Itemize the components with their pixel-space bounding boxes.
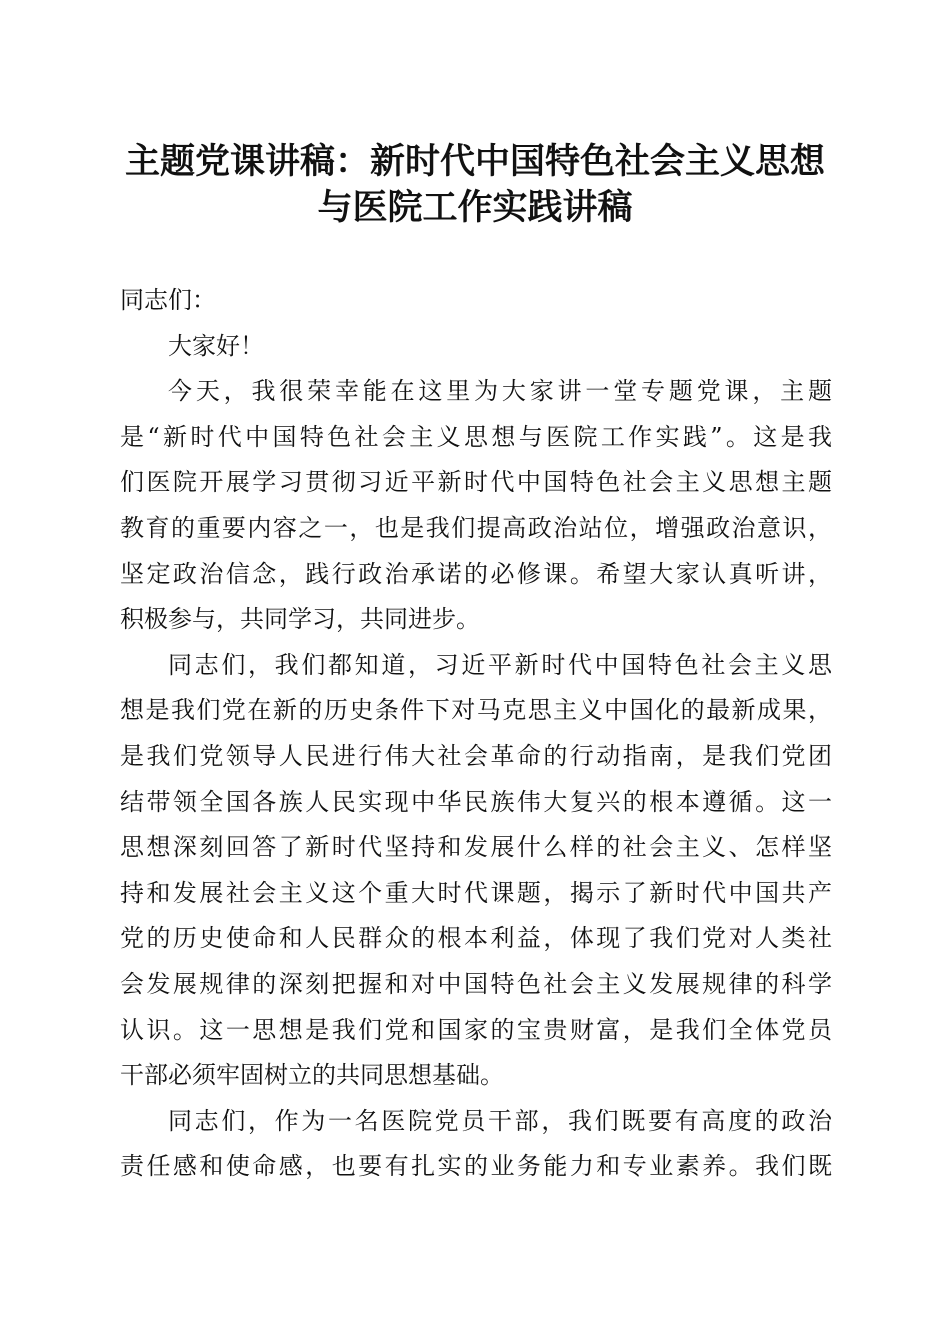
text-line: 教育的重要内容之一，也是我们提高政治站位，增强政治意识， [120, 513, 832, 542]
text-line: 想是我们党在新的历史条件下对马克思主义中国化的最新成果， [120, 696, 832, 725]
text-line: 积极参与，共同学习，共同进步。 [120, 605, 480, 634]
text-line: 结带领全国各族人民实现中华民族伟大复兴的根本遵循。这一 [120, 787, 832, 816]
text-line: 同志们，我们都知道，习近平新时代中国特色社会主义思 [168, 650, 832, 679]
document-title-line-2: 与医院工作实践讲稿 [317, 187, 633, 228]
text-line: 会发展规律的深刻把握和对中国特色社会主义发展规律的科学 [120, 969, 832, 998]
text-line: 坚定政治信念，践行政治承诺的必修课。希望大家认真听讲， [120, 559, 832, 588]
text-line: 们医院开展学习贯彻习近平新时代中国特色社会主义思想主题 [120, 468, 832, 497]
text-line: 认识。这一思想是我们党和国家的宝贵财富，是我们全体党员 [120, 1015, 832, 1044]
text-line: 今天，我很荣幸能在这里为大家讲一堂专题党课，主题 [168, 377, 832, 406]
text-line: 党的历史使命和人民群众的根本利益，体现了我们党对人类社 [120, 924, 832, 953]
text-line: 同志们： [120, 286, 216, 314]
text-line: 是“新时代中国特色社会主义思想与医院工作实践”。这是我 [120, 422, 832, 451]
text-line: 持和发展社会主义这个重大时代课题，揭示了新时代中国共产 [120, 878, 832, 907]
text-line: 干部必须牢固树立的共同思想基础。 [120, 1061, 504, 1090]
text-line: 责任感和使命感，也要有扎实的业务能力和专业素养。我们既 [120, 1152, 832, 1181]
document-title-line-1: 主题党课讲稿：新时代中国特色社会主义思想 [124, 141, 825, 182]
document-body [120, 278, 832, 1190]
text-line: 思想深刻回答了新时代坚持和发展什么样的社会主义、怎样坚 [120, 833, 832, 862]
text-line: 同志们，作为一名医院党员干部，我们既要有高度的政治 [168, 1106, 832, 1135]
text-line: 大家好！ [168, 331, 264, 360]
text-line: 是我们党领导人民进行伟大社会革命的行动指南，是我们党团 [120, 741, 832, 770]
